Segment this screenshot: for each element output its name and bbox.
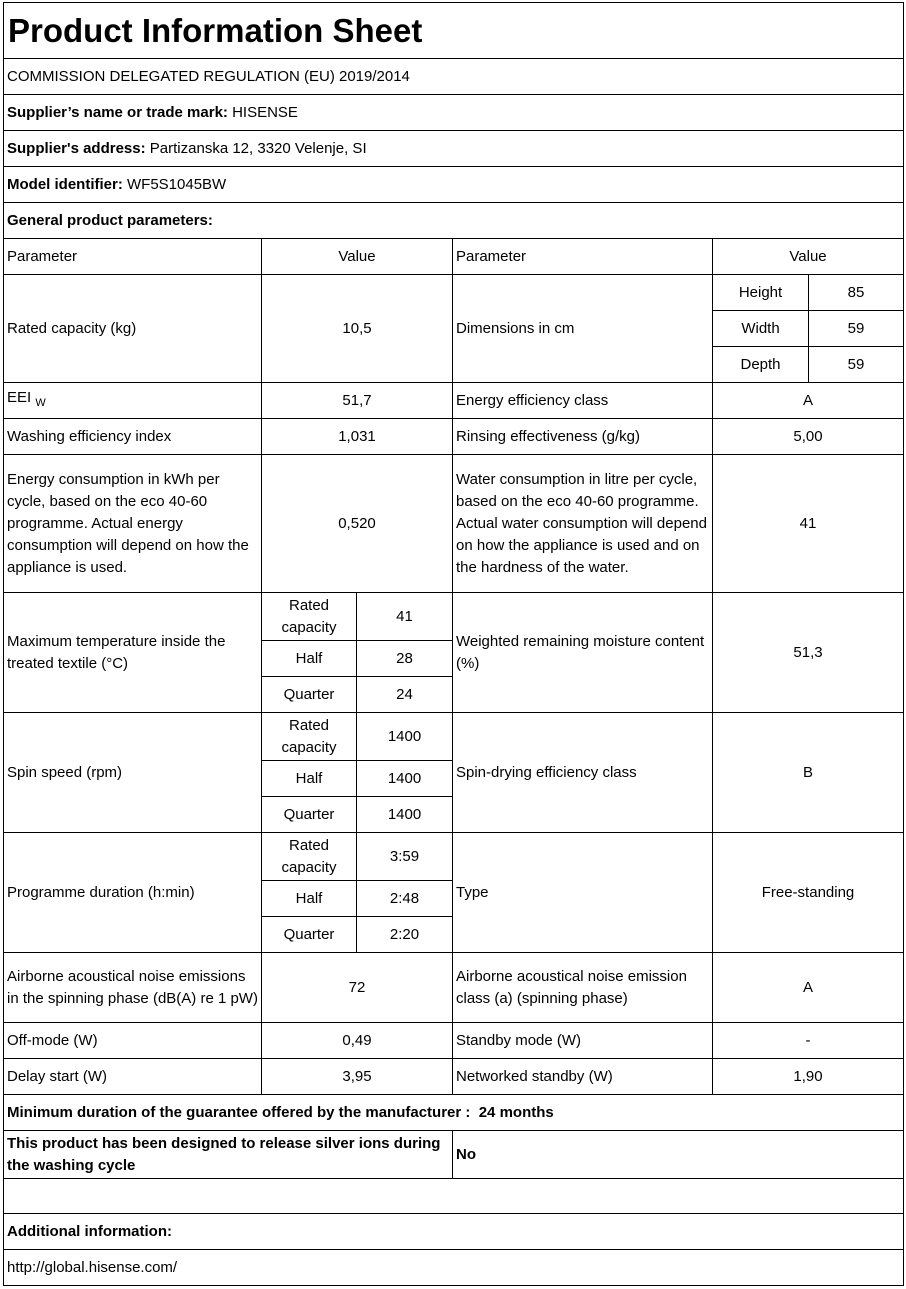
guarantee-value: 24 months [478, 1103, 554, 1121]
duration-half-value: 2:48 [357, 881, 453, 917]
rated-capacity-label: Rated capacity (kg) [4, 275, 262, 383]
spin-speed-quarter-value: 1400 [357, 797, 453, 833]
moisture-value: 51,3 [713, 593, 904, 713]
water-consumption-value: 41 [713, 455, 904, 593]
duration-half-label: Half [262, 881, 357, 917]
spin-class-value: B [713, 713, 904, 833]
noise-class-value: A [713, 953, 904, 1023]
max-temp-quarter-label: Quarter [262, 677, 357, 713]
standby-value: - [713, 1023, 904, 1059]
regulation-text: COMMISSION DELEGATED REGULATION (EU) 2019/2014 [4, 59, 904, 95]
noise-value: 72 [262, 953, 453, 1023]
height-label: Height [713, 275, 809, 311]
off-mode-value: 0,49 [262, 1023, 453, 1059]
depth-value: 59 [809, 347, 904, 383]
silver-ions-value: No [453, 1131, 904, 1179]
rated-capacity-value: 10,5 [262, 275, 453, 383]
energy-class-label: Energy efficiency class [453, 383, 713, 419]
guarantee-label: Minimum duration of the guarantee offered by the manufacturer : [7, 1103, 471, 1121]
standby-label: Standby mode (W) [453, 1023, 713, 1059]
product-information-sheet [3, 2, 903, 1286]
header-parameter-right: Parameter [453, 239, 713, 275]
networked-label: Networked standby (W) [453, 1059, 713, 1095]
page-title: Product Information Sheet [4, 3, 904, 59]
max-temp-half-label: Half [262, 641, 357, 677]
rinsing-label: Rinsing effectiveness (g/kg) [453, 419, 713, 455]
type-value: Free-standing [713, 833, 904, 953]
spin-speed-rated-value: 1400 [357, 713, 453, 761]
supplier-address-row [4, 131, 904, 167]
duration-quarter-value: 2:20 [357, 917, 453, 953]
supplier-name-label: Supplier’s name or trade mark: [7, 103, 228, 121]
delay-start-label: Delay start (W) [4, 1059, 262, 1095]
max-temp-rated-label: Rated capacity [262, 593, 357, 641]
spin-speed-half-value: 1400 [357, 761, 453, 797]
energy-consumption-label: Energy consumption in kWh per cycle, based on the eco 40-60 programme. Actual energy consumption will depend on how the appliance is used. [4, 455, 262, 593]
type-label: Type [453, 833, 713, 953]
delay-start-value: 3,95 [262, 1059, 453, 1095]
additional-info-label: Additional information: [4, 1214, 904, 1250]
silver-ions-label: This product has been designed to release silver ions during the washing cycle [4, 1131, 453, 1179]
max-temp-quarter-value: 24 [357, 677, 453, 713]
supplier-name-row [4, 95, 904, 131]
duration-quarter-label: Quarter [262, 917, 357, 953]
max-temp-label: Maximum temperature inside the treated textile (°C) [4, 593, 262, 713]
noise-label: Airborne acoustical noise emissions in the spinning phase (dB(A) re 1 pW) [4, 953, 262, 1023]
duration-rated-label: Rated capacity [262, 833, 357, 881]
eei-value: 51,7 [262, 383, 453, 419]
supplier-name-value: HISENSE [232, 103, 298, 121]
model-label: Model identifier: [7, 175, 123, 193]
energy-class-value: A [713, 383, 904, 419]
width-value: 59 [809, 311, 904, 347]
additional-info-url: http://global.hisense.com/ [4, 1250, 904, 1286]
eei-label [4, 383, 262, 419]
model-row [4, 167, 904, 203]
header-value-left: Value [262, 239, 453, 275]
model-value: WF5S1045BW [127, 175, 227, 193]
dimensions-label: Dimensions in cm [453, 275, 713, 383]
water-consumption-label: Water consumption in litre per cycle, based on the eco 40-60 programme. Actual water consumption will depend on how the appliance is used and on the hardness of the water. [453, 455, 713, 593]
spin-speed-label: Spin speed (rpm) [4, 713, 262, 833]
width-label: Width [713, 311, 809, 347]
supplier-address-value: Partizanska 12, 3320 Velenje, SI [149, 139, 367, 157]
noise-class-label: Airborne acoustical noise emission class (a) (spinning phase) [453, 953, 713, 1023]
rinsing-value: 5,00 [713, 419, 904, 455]
energy-consumption-value: 0,520 [262, 455, 453, 593]
spin-speed-quarter-label: Quarter [262, 797, 357, 833]
empty-row [4, 1179, 904, 1214]
supplier-address-label: Supplier's address: [7, 139, 146, 157]
spin-speed-rated-label: Rated capacity [262, 713, 357, 761]
eei-sub: W [35, 397, 46, 409]
duration-label: Programme duration (h:min) [4, 833, 262, 953]
spin-class-label: Spin-drying efficiency class [453, 713, 713, 833]
washing-index-value: 1,031 [262, 419, 453, 455]
height-value: 85 [809, 275, 904, 311]
moisture-label: Weighted remaining moisture content (%) [453, 593, 713, 713]
max-temp-rated-value: 41 [357, 593, 453, 641]
washing-index-label: Washing efficiency index [4, 419, 262, 455]
networked-value: 1,90 [713, 1059, 904, 1095]
max-temp-half-value: 28 [357, 641, 453, 677]
header-parameter-left: Parameter [4, 239, 262, 275]
duration-rated-value: 3:59 [357, 833, 453, 881]
guarantee-row [4, 1095, 904, 1131]
general-parameters-label: General product parameters: [4, 203, 904, 239]
spin-speed-half-label: Half [262, 761, 357, 797]
info-table [3, 2, 904, 1286]
depth-label: Depth [713, 347, 809, 383]
off-mode-label: Off-mode (W) [4, 1023, 262, 1059]
header-value-right: Value [713, 239, 904, 275]
eei-text: EEI [7, 389, 32, 406]
